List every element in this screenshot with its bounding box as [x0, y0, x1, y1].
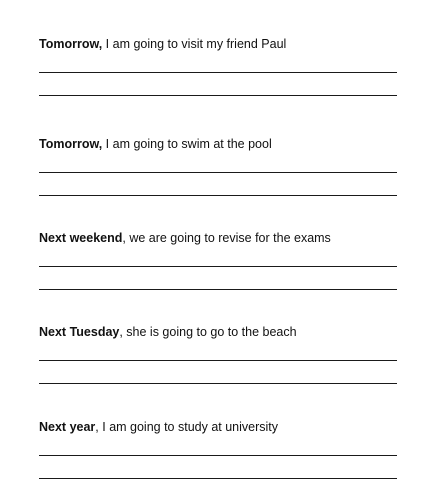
answer-line[interactable]	[39, 95, 397, 96]
time-phrase: Tomorrow,	[39, 37, 103, 51]
sentence-prompt	[39, 137, 397, 152]
sentence-text: , I am going to study at university	[95, 420, 279, 434]
answer-line[interactable]	[39, 72, 397, 73]
answer-line[interactable]	[39, 360, 397, 361]
answer-line[interactable]	[39, 289, 397, 290]
answer-line[interactable]	[39, 172, 397, 173]
time-phrase: Tomorrow,	[39, 137, 103, 151]
answer-line[interactable]	[39, 383, 397, 384]
sentence-prompt	[39, 420, 397, 435]
exercise-item	[39, 231, 397, 246]
exercise-item	[39, 325, 397, 340]
sentence-prompt	[39, 231, 397, 246]
exercise-item	[39, 420, 397, 435]
answer-line[interactable]	[39, 478, 397, 479]
answer-line[interactable]	[39, 455, 397, 456]
sentence-prompt	[39, 37, 397, 52]
time-phrase: Next weekend	[39, 231, 123, 245]
time-phrase: Next year	[39, 420, 96, 434]
exercise-item	[39, 37, 397, 52]
sentence-prompt	[39, 325, 397, 340]
sentence-text: , she is going to go to the beach	[119, 325, 297, 339]
sentence-text: , we are going to revise for the exams	[122, 231, 331, 245]
exercise-item	[39, 137, 397, 152]
answer-line[interactable]	[39, 266, 397, 267]
sentence-text: I am going to visit my friend Paul	[102, 37, 287, 51]
time-phrase: Next Tuesday	[39, 325, 120, 339]
answer-line[interactable]	[39, 195, 397, 196]
sentence-text: I am going to swim at the pool	[102, 137, 272, 151]
